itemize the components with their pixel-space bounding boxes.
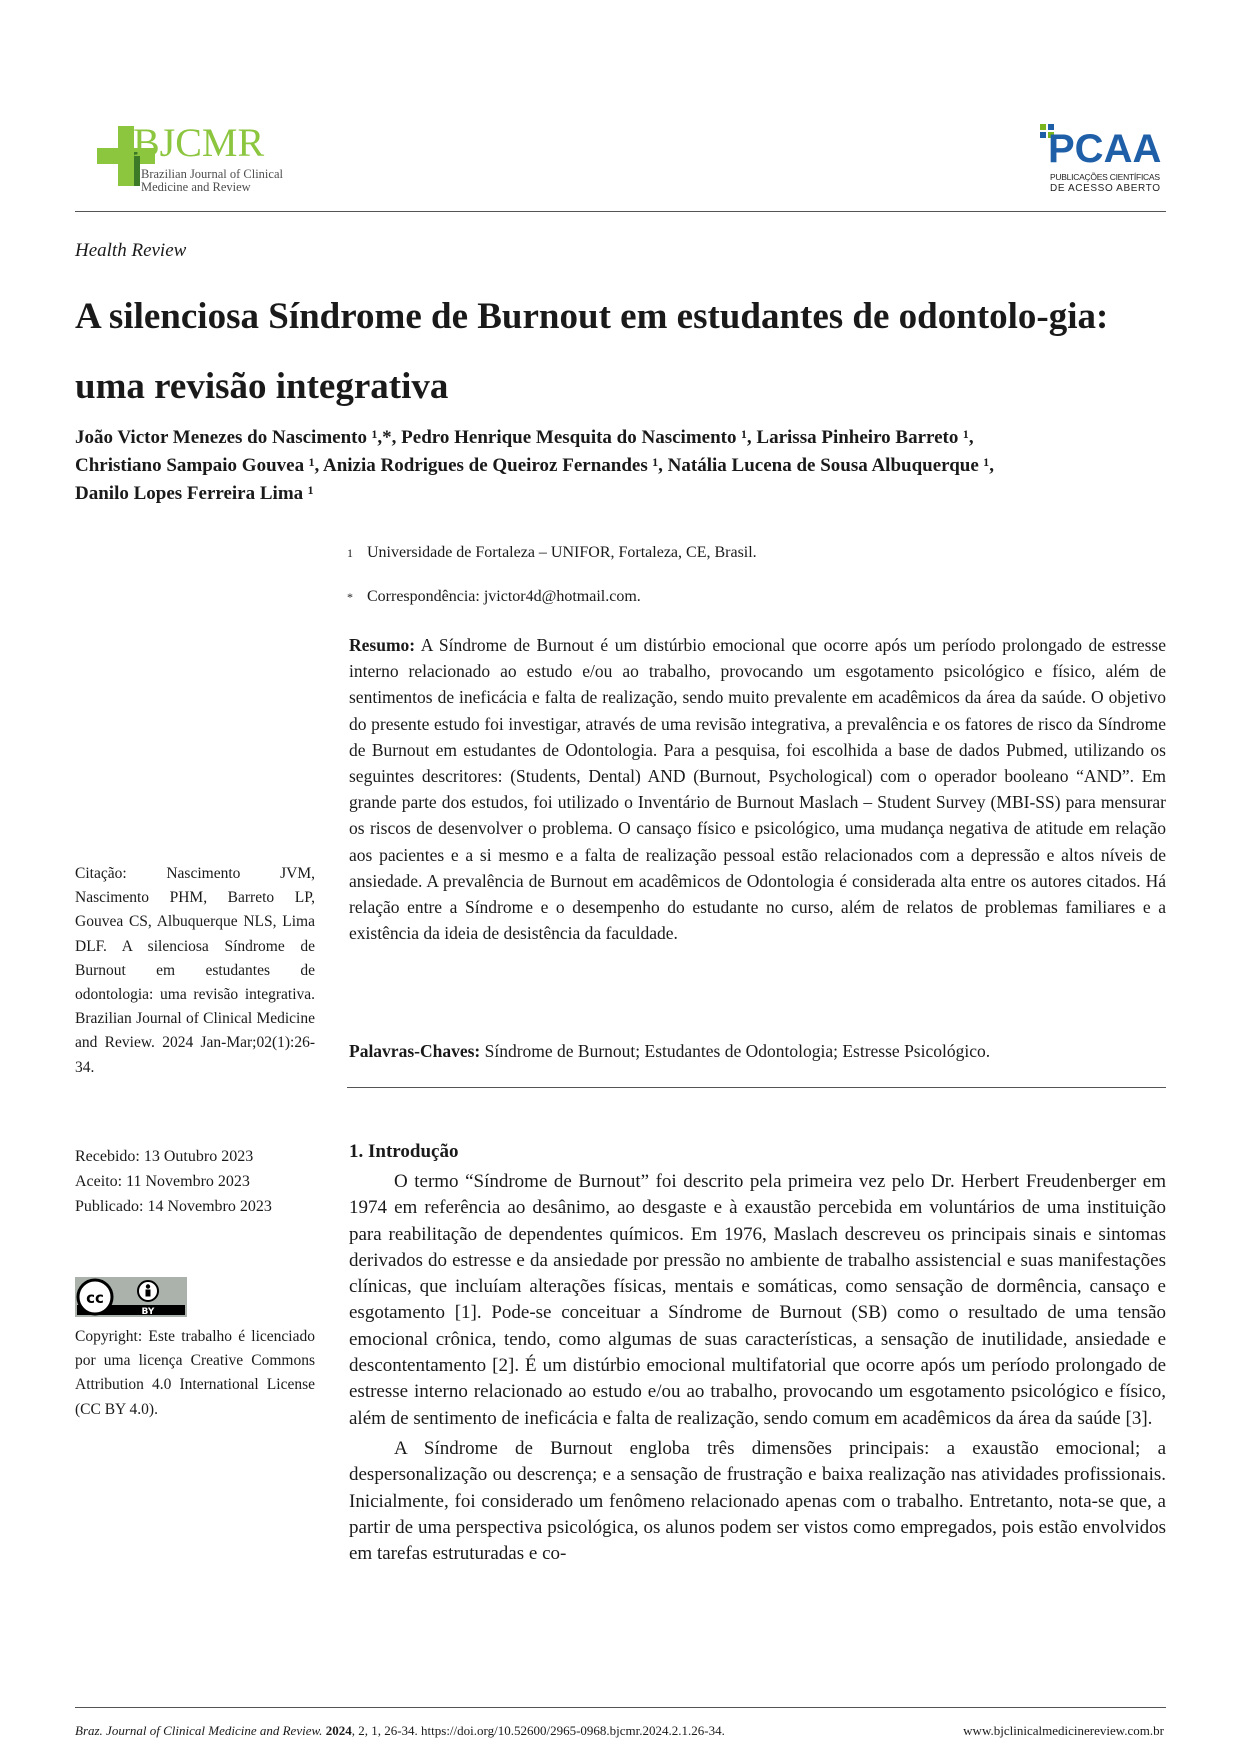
published-date: Publicado: 14 Novembro 2023 — [75, 1198, 272, 1215]
author-list — [75, 424, 1175, 508]
footer-year: 2024 — [325, 1723, 352, 1738]
received-date: Recebido: 13 Outubro 2023 — [75, 1148, 254, 1165]
abstract-text: A Síndrome de Burnout é um distúrbio emocional que ocorre após um período prolongado de estresse interno relacionado ao estudo e/ou ao trabalho, provocando um esgotamento psicológico e físico, além de sentimentos de ineficácia e falta de realização, sendo muito prevalente em acadêmicos da área da saúde. O objetivo do presente estudo foi investigar, através de uma revisão integrativa, a prevalência e os fatores de risco da Síndrome de Burnout em estudantes de Odontologia. Para a pesquisa, foi escolhida a base de dados Pubmed, utilizando os seguintes descritores: (Students, Dental) AND (Burnout, Psychological) com o operador booleano “AND”. Em grande parte dos estudos, foi utilizado o Inventário de Burnout Maslach – Student Survey (MBI-SS) para mensurar os riscos de desenvolver o problema. O cansaço físico e psicológico, uma mudança negativa de atitude em relação aos pacientes e a si mesmo e a falta de realização pessoal estão relacionados com a depressão e altos níveis de ansiedade. A prevalência de Burnout em acadêmicos de Odontologia é considerada alta entre os autores citados. Há relação entre a Síndrome e o desempenho do estudante no curso, além de relatos de problemas familiares e a existência da ideia de desistência da faculdade. — [349, 635, 1166, 944]
accepted-date: Aceito: 11 Novembro 2023 — [75, 1173, 250, 1190]
cc-by-badge[interactable] — [75, 1277, 187, 1317]
abstract-label: Resumo: — [349, 635, 416, 655]
header-rule — [75, 211, 1166, 212]
pcaa-logo-subtitle-1: PUBLICAÇÕES CIENTÍFICAS — [1050, 172, 1160, 182]
keywords — [349, 1038, 1166, 1064]
author-line-3: Danilo Lopes Ferreira Lima ¹ — [75, 483, 314, 504]
footer-website[interactable]: www.bjclinicalmedicinereview.com.br — [963, 1723, 1164, 1738]
abstract — [349, 632, 1166, 946]
author-line-1: João Victor Menezes do Nascimento ¹,*, Pedro Henrique Mesquita do Nascimento ¹, Larissa Pinheiro Barreto ¹, — [75, 427, 974, 448]
body-text — [349, 1169, 1166, 1567]
pcaa-logo — [1038, 118, 1164, 196]
section-heading-introduction: 1. Introdução — [349, 1141, 459, 1162]
footer-issue: , 2, 1, 26-34. — [351, 1723, 418, 1738]
citation: Citação: Nascimento JVM, Nascimento PHM, Barreto LP, Gouvea CS, Albuquerque NLS, Lima DLF. A silenciosa Síndrome de Burnout em estudantes de odontologia: uma revisão integrativa. Brazilian Journal of Clinical Medicine and Review. 2024 Jan-Mar;02(1):26-34. — [75, 865, 315, 1076]
bjcmr-logo — [97, 118, 317, 198]
bjcmr-logo-mark: BJCMR — [133, 120, 265, 165]
pcaa-logo-mark: PCAA — [1048, 127, 1162, 171]
section-label: Health Review — [75, 240, 187, 261]
keywords-text: Síndrome de Burnout; Estudantes de Odontologia; Estresse Psicológico. — [484, 1041, 991, 1061]
footer-journal: Braz. Journal of Clinical Medicine and Review. — [75, 1723, 323, 1738]
pcaa-logo-subtitle-2: DE ACESSO ABERTO — [1050, 183, 1160, 194]
by-label: BY — [141, 1307, 155, 1317]
footer-doi[interactable]: https://doi.org/10.52600/2965-0968.bjcmr.2024.2.1.26-34. — [421, 1723, 725, 1738]
affiliation — [347, 543, 757, 563]
body-paragraph-2: A Síndrome de Burnout engloba três dimensões principais: a exaustão emocional; a despersonalização ou descrença; e a sensação de frustração e baixa realização nas atividades profissionais. Inicialmente, foi considerado um fenômeno relacionado apenas com o trabalho. Entretanto, nota-se que, a partir de uma perspectiva psicológica, os alunos podem ser vistos como empregados, pois estão envolvidos em tarefas estruturadas e co- — [349, 1437, 1166, 1565]
bjcmr-logo-subtitle-1: Brazilian Journal of Clinical — [141, 167, 283, 181]
bjcmr-logo-subtitle-2: Medicine and Review — [141, 180, 251, 194]
affiliation-text: Universidade de Fortaleza – UNIFOR, Fortaleza, CE, Brasil. — [367, 544, 757, 561]
abstract-rule — [347, 1087, 1166, 1088]
person-icon — [146, 1284, 150, 1288]
cc-icon: cc — [86, 1289, 104, 1307]
affiliation-mark: 1 — [347, 546, 353, 560]
author-line-2: Christiano Sampaio Gouvea ¹, Anizia Rodrigues de Queiroz Fernandes ¹, Natália Lucena de Sousa Albuquerque ¹, — [75, 455, 994, 476]
publication-dates — [75, 1144, 272, 1219]
keywords-label: Palavras-Chaves: — [349, 1041, 481, 1061]
correspondence — [347, 587, 641, 607]
body-paragraph-1: O termo “Síndrome de Burnout” foi descrito pela primeira vez pelo Dr. Herbert Freudenberger em 1974 em referência ao desânimo, ao desgaste e à exaustão percebida em voluntários de uma instituição para reabilitação de dependentes químicos. Em 1976, Maslach descreveu os principais sinais e sintomas derivados do estresse e da ansiedade por pressão no ambiente de trabalho assistencial e suas manifestações clínicas, que incluíam alterações físicas, mentais e somáticas, como sensação de dormência, cansaço e esgotamento [1]. Pode-se conceituar a Síndrome de Burnout (SB) como o resultado de uma tensão emocional crônica, tendo, como algumas de suas características, a sensação de inutilidade, ansiedade e descontentamento [2]. É um distúrbio emocional multifatorial que ocorre após um período prolongado de estresse interno relacionado ao estudo e/ou ao trabalho, provocando um esgotamento psicológico e físico, além de sentimento de ineficácia e falta de realização, sendo comum em acadêmicos da área da saúde [3]. — [349, 1171, 1166, 1429]
correspondence-mark: * — [347, 590, 353, 604]
article-title: A silenciosa Síndrome de Burnout em estudantes de odontolo-gia: uma revisão integrativa — [75, 296, 1109, 407]
footer-rule — [75, 1707, 1166, 1708]
correspondence-text: Correspondência: jvictor4d@hotmail.com. — [367, 588, 641, 605]
copyright-notice: Copyright: Este trabalho é licenciado por uma licença Creative Commons Attribution 4.0 International License (CC BY 4.0). — [75, 1328, 315, 1418]
footer-citation — [75, 1723, 725, 1739]
